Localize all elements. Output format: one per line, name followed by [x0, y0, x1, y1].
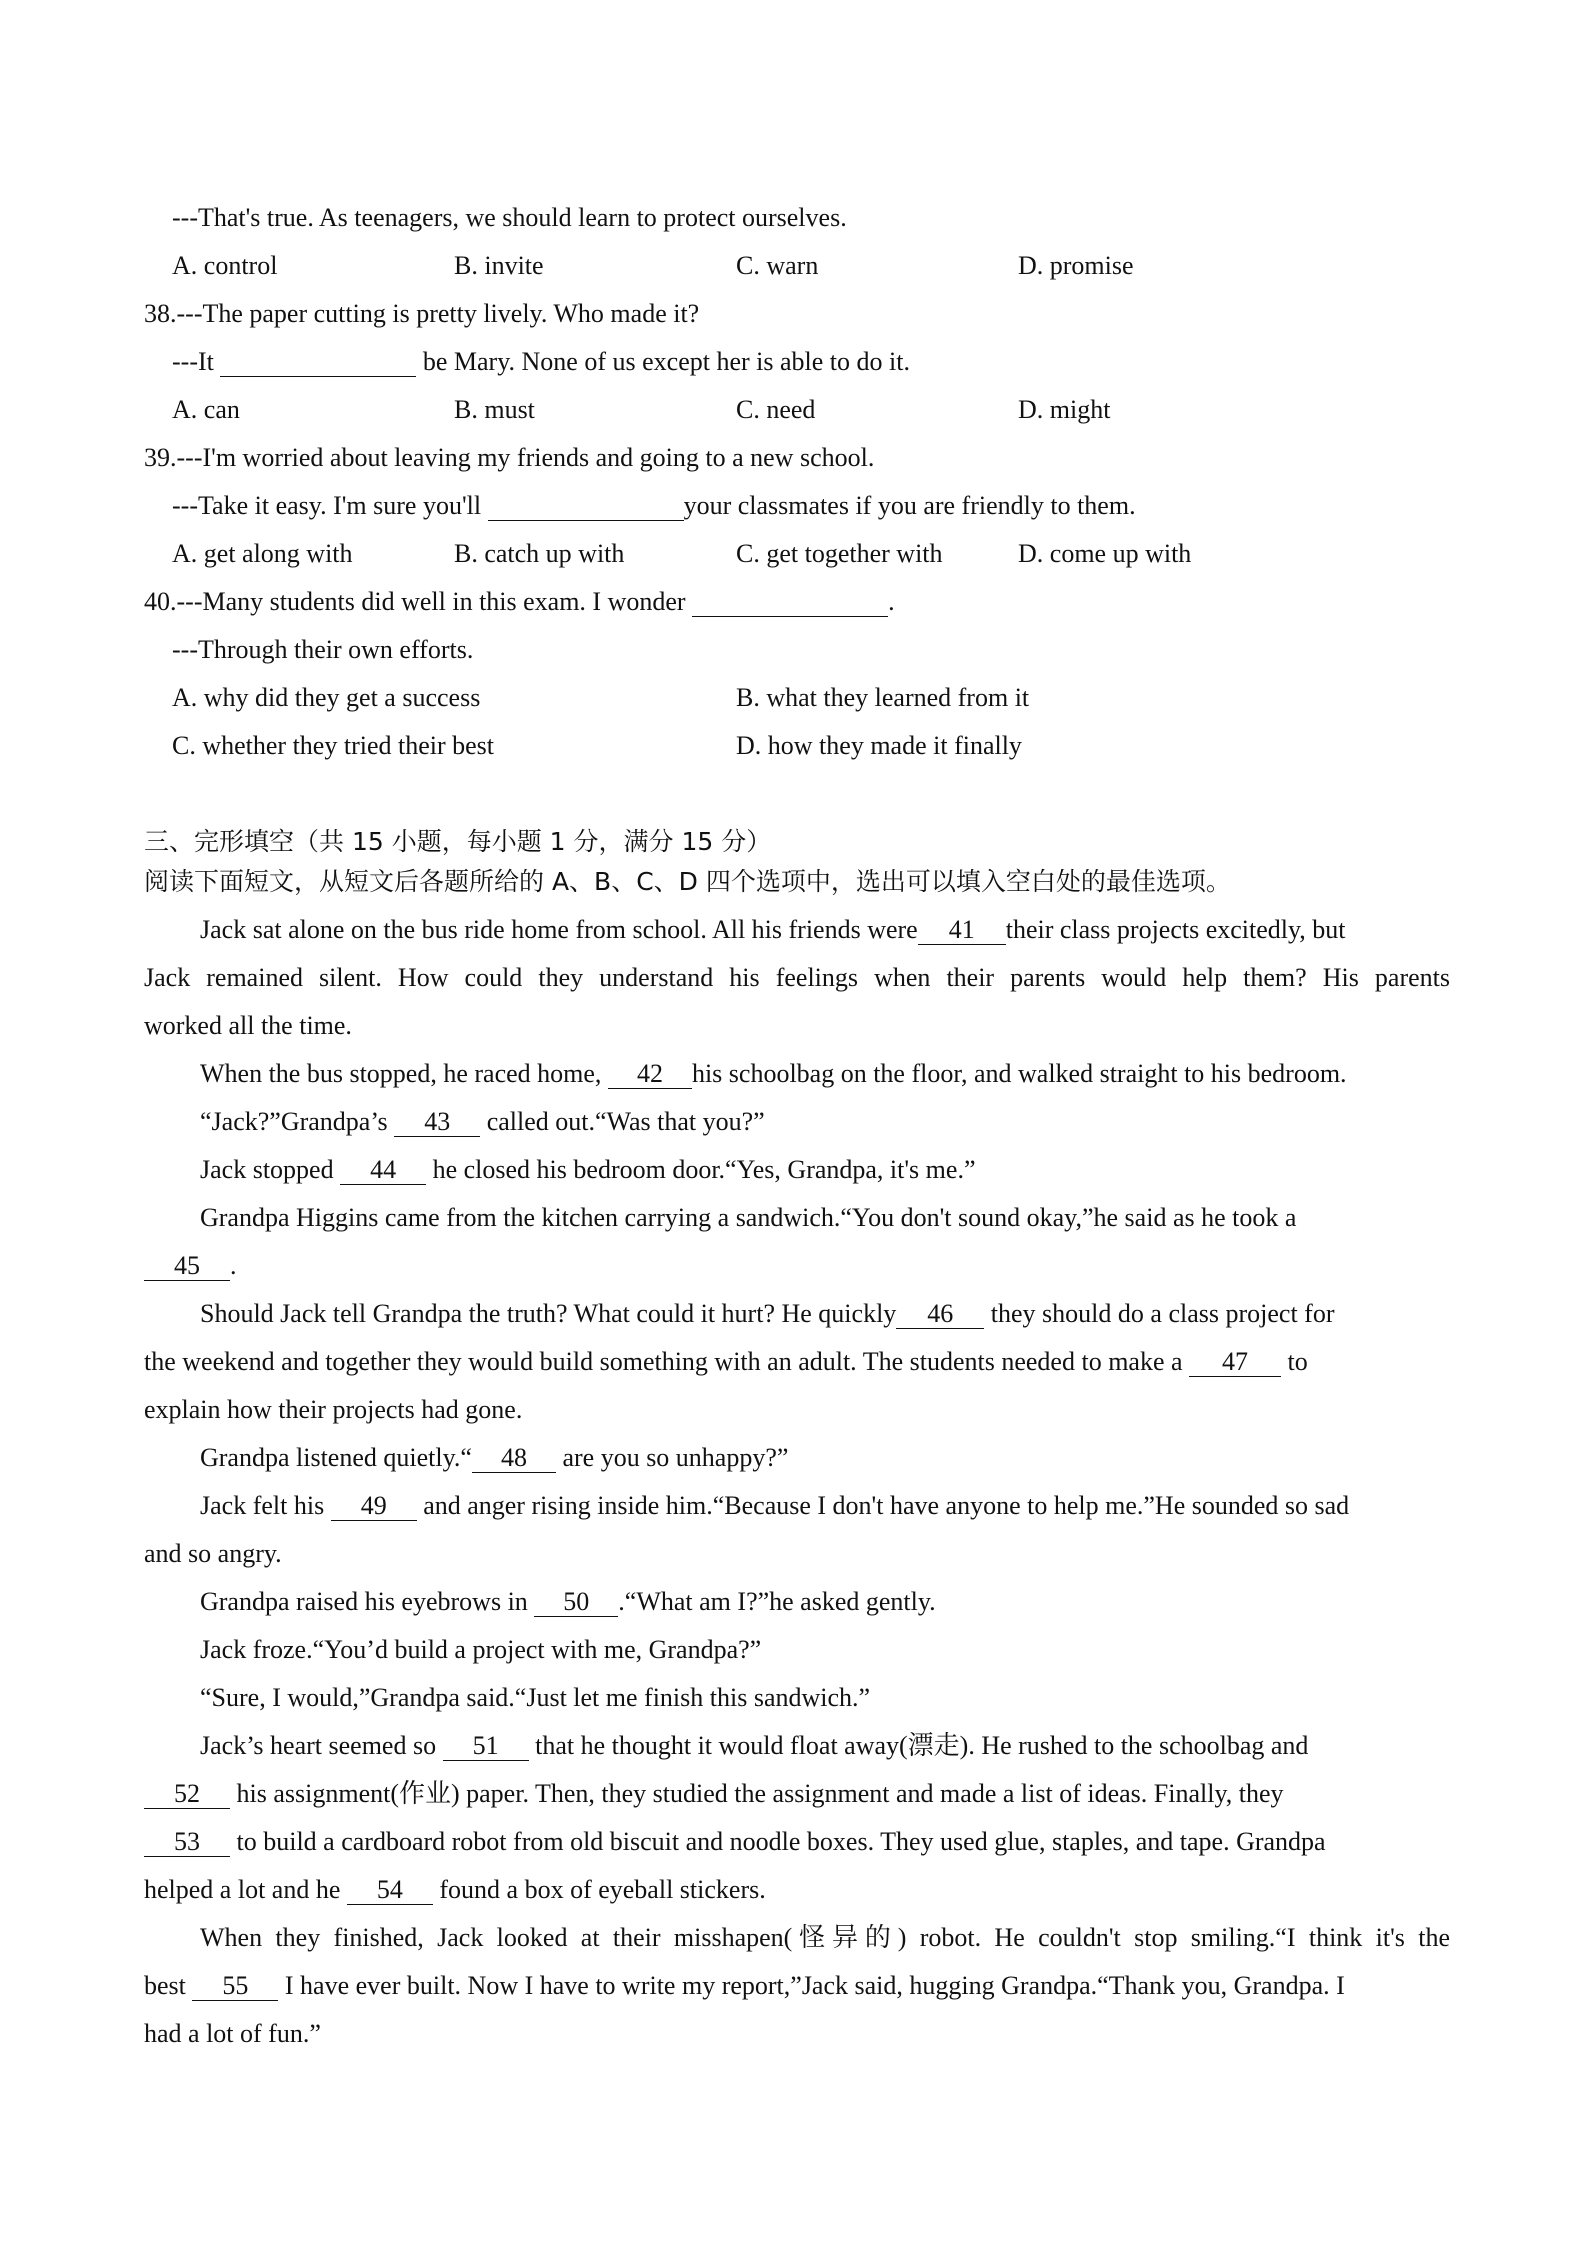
passage-paragraph-2: When the bus stopped, he raced home, 42 his schoolbag on the floor, and walked straight to his bedroom. [200, 1059, 1347, 1088]
p8-line2: and so angry. [144, 1539, 282, 1568]
q40-question-pre: 40.---Many students did well in this exam. I wonder [144, 587, 693, 616]
p6-line3: explain how their projects had gone. [144, 1395, 523, 1424]
passage-paragraph-6 [144, 1298, 1450, 1426]
q40-blank [692, 588, 888, 617]
q40-option-d: D. how they made it finally [736, 731, 1022, 760]
blank-45: 45 [144, 1252, 230, 1281]
q37-option-d: D. promise [1018, 251, 1134, 280]
blank-48: 48 [472, 1444, 556, 1473]
p8-line1: Jack felt his 49 and anger rising inside him.“Because I don't have anyone to help me.”He sounded so sad [200, 1491, 1350, 1520]
passage-paragraph-7: Grandpa listened quietly.“ 48 are you so unhappy?” [200, 1443, 789, 1472]
q40-option-b: B. what they learned from it [736, 683, 1030, 712]
q39-option-d: D. come up with [1018, 539, 1192, 568]
q39-option-b: B. catch up with [454, 539, 625, 568]
passage-paragraph-3: “Jack?”Grandpa’s 43 called out.“Was that you?” [200, 1107, 765, 1136]
blank-42: 42 [608, 1060, 692, 1089]
passage-paragraph-10: Jack froze.“You’d build a project with me, Grandpa?” [200, 1635, 762, 1664]
q37-answer-line: ---That's true. As teenagers, we should learn to protect ourselves. [172, 203, 847, 232]
p13-line1: When they finished, Jack looked at their misshapen(怪异的) robot. He couldn't stop smiling.“I think it's the [200, 1923, 1450, 1952]
q38-answer-line [172, 346, 910, 378]
p1-line1: Jack sat alone on the bus ride home from school. All his friends were 41 their class projects excitedly, but [200, 915, 1346, 944]
passage-paragraph-4: Jack stopped 44 he closed his bedroom door.“Yes, Grandpa, it's me.” [200, 1155, 976, 1184]
passage-paragraph-13 [144, 1922, 1450, 2050]
section-heading: 三、完形填空（共 15 小题，每小题 1 分，满分 15 分） [144, 827, 772, 856]
q38-option-b: B. must [454, 395, 535, 424]
blank-53: 53 [144, 1828, 230, 1857]
blank-50: 50 [534, 1588, 618, 1617]
p1-line2: Jack remained silent. How could they understand his feelings when their parents would help them? His parents [144, 963, 1450, 992]
passage-paragraph-12 [144, 1730, 1450, 1906]
q38-answer-post: be Mary. None of us except her is able to do it. [416, 347, 910, 376]
q39-answer-line [172, 490, 1136, 522]
section-instruction: 阅读下面短文，从短文后各题所给的 A、B、C、D 四个选项中，选出可以填入空白处的最佳选项。 [144, 867, 1231, 896]
q38-question: 38.---The paper cutting is pretty lively. Who made it? [144, 299, 700, 328]
q37-option-b: B. invite [454, 251, 544, 280]
passage-paragraph-9: Grandpa raised his eyebrows in 50 .“What am I?”he asked gently. [200, 1587, 936, 1616]
q40-answer-line: ---Through their own efforts. [172, 635, 474, 664]
passage-paragraph-1 [144, 914, 1450, 1042]
q40-question-post: . [888, 587, 895, 616]
blank-52: 52 [144, 1780, 230, 1809]
blank-46: 46 [896, 1300, 984, 1329]
blank-47: 47 [1189, 1348, 1281, 1377]
q39-option-c: C. get together with [736, 539, 943, 568]
q38-option-d: D. might [1018, 395, 1111, 424]
q39-answer-post: your classmates if you are friendly to them. [683, 491, 1136, 520]
q38-answer-pre: ---It [172, 347, 221, 376]
q40-option-c: C. whether they tried their best [172, 731, 495, 760]
p13-line3: had a lot of fun.” [144, 2019, 321, 2048]
passage-paragraph-5-line2: 45 . [144, 1250, 237, 1282]
q39-question: 39.---I'm worried about leaving my friends and going to a new school. [144, 443, 875, 472]
p12-line4: helped a lot and he 54 found a box of eyeball stickers. [144, 1875, 766, 1904]
q37-option-a: A. control [172, 251, 278, 280]
q39-blank [488, 492, 684, 521]
q38-blank [220, 348, 416, 377]
passage-paragraph-8 [144, 1490, 1450, 1570]
p12-line2: 52 his assignment(作业) paper. Then, they studied the assignment and made a list of ideas. Finally, they [144, 1778, 1284, 1810]
blank-51: 51 [443, 1732, 529, 1761]
passage-paragraph-5-line1: Grandpa Higgins came from the kitchen carrying a sandwich.“You don't sound okay,”he said as he took a [200, 1203, 1297, 1232]
q39-answer-pre: ---Take it easy. I'm sure you'll [172, 491, 488, 520]
p1-line3: worked all the time. [144, 1011, 352, 1040]
p6-line1: Should Jack tell Grandpa the truth? What could it hurt? He quickly 46 they should do a class project for [200, 1299, 1335, 1328]
blank-44: 44 [340, 1156, 426, 1185]
q40-option-a: A. why did they get a success [172, 683, 481, 712]
q38-option-a: A. can [172, 395, 240, 424]
p13-line2: best 55 I have ever built. Now I have to write my report,”Jack said, hugging Grandpa.“Thank you, Grandpa. I [144, 1971, 1345, 2000]
q39-option-a: A. get along with [172, 539, 353, 568]
blank-55: 55 [192, 1972, 278, 2001]
passage-paragraph-11: “Sure, I would,”Grandpa said.“Just let me finish this sandwich.” [200, 1683, 871, 1712]
q40-question [144, 586, 895, 618]
p6-line2: the weekend and together they would build something with an adult. The students needed to make a 47 to [144, 1347, 1308, 1376]
q37-option-c: C. warn [736, 251, 819, 280]
blank-41: 41 [918, 916, 1006, 945]
p12-line3: 53 to build a cardboard robot from old biscuit and noodle boxes. They used glue, staples, and tape. Grandpa [144, 1826, 1326, 1858]
blank-54: 54 [347, 1876, 433, 1905]
blank-49: 49 [331, 1492, 417, 1521]
blank-43: 43 [394, 1108, 480, 1137]
q38-option-c: C. need [736, 395, 816, 424]
p12-line1: Jack’s heart seemed so 51 that he thought it would float away(漂走). He rushed to the schoolbag and [200, 1731, 1309, 1760]
